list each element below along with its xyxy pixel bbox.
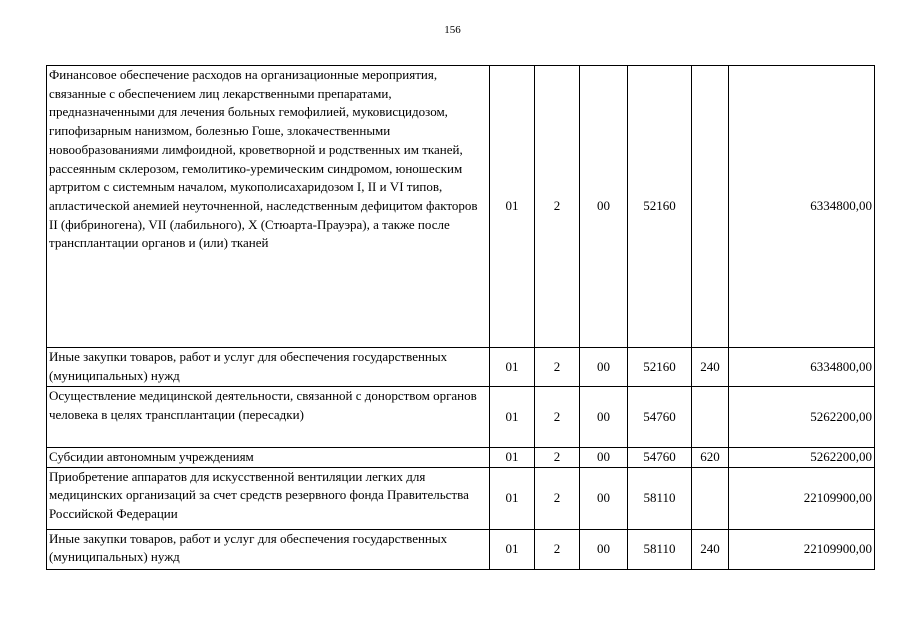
table-row: [47, 529, 875, 569]
code-col-1: 01: [490, 448, 535, 468]
row-name: Иные закупки товаров, работ и услуг для обеспечения государственных (муниципальных) нужд: [47, 348, 490, 387]
code-col-3: 00: [580, 348, 628, 387]
code-col-2: 2: [535, 348, 580, 387]
code-col-1: 01: [490, 66, 535, 348]
row-name: Приобретение аппаратов для искусственной вентиляции легких для медицинских организаций за счет средств резервного фонда Правительства Российской Федерации: [47, 467, 490, 529]
amount-cell: 6334800,00: [729, 348, 875, 387]
code-col-1: 01: [490, 467, 535, 529]
code-col-2: 2: [535, 448, 580, 468]
code-col-5: [692, 66, 729, 348]
code-col-2: 2: [535, 529, 580, 569]
code-col-3: 00: [580, 387, 628, 448]
code-col-4: 58110: [628, 529, 692, 569]
table-row: [47, 448, 875, 468]
code-col-1: 01: [490, 387, 535, 448]
code-col-1: 01: [490, 529, 535, 569]
row-name: Осуществление медицинской деятельности, связанной с донорством органов человека в целях трансплантации (пересадки): [47, 387, 490, 448]
table-row: [47, 66, 875, 348]
amount-cell: 5262200,00: [729, 448, 875, 468]
code-col-5: [692, 387, 729, 448]
page-number: 156: [444, 24, 461, 36]
table-row: [47, 467, 875, 529]
code-col-5: 240: [692, 348, 729, 387]
table-row: [47, 387, 875, 448]
table-row: [47, 348, 875, 387]
code-col-4: 58110: [628, 467, 692, 529]
code-col-4: 54760: [628, 448, 692, 468]
code-col-2: 2: [535, 66, 580, 348]
code-col-5: [692, 467, 729, 529]
code-col-3: 00: [580, 529, 628, 569]
code-col-2: 2: [535, 467, 580, 529]
row-name: Финансовое обеспечение расходов на организационные мероприятия, связанные с обеспечением лиц лекарственными препаратами, предназначенными для лечения больных гемофилией, муковисцидозом, гипофизарным нанизмом, болезнью Гоше, злокачественными новообразованиями лимфоидной, кроветворной и родственных им тканей, рассеянным склерозом, гемолитико-уремическим синдромом, юношеским артритом с системным началом, мукополисахаридозом I, II и VI типов, апластической анемией неуточненной, наследственным дефицитом факторов II (фибриногена), VII (лабильного), X (Стюарта-Прауэра), а также после трансплантации органов и (или) тканей: [47, 66, 490, 348]
code-col-3: 00: [580, 66, 628, 348]
row-name: Иные закупки товаров, работ и услуг для обеспечения государственных (муниципальных) нужд: [47, 529, 490, 569]
code-col-5: 240: [692, 529, 729, 569]
code-col-3: 00: [580, 448, 628, 468]
code-col-5: 620: [692, 448, 729, 468]
code-col-4: 52160: [628, 66, 692, 348]
amount-cell: 6334800,00: [729, 66, 875, 348]
row-name: Субсидии автономным учреждениям: [47, 448, 490, 468]
code-col-1: 01: [490, 348, 535, 387]
budget-table: [46, 65, 875, 570]
code-col-3: 00: [580, 467, 628, 529]
code-col-2: 2: [535, 387, 580, 448]
code-col-4: 52160: [628, 348, 692, 387]
code-col-4: 54760: [628, 387, 692, 448]
amount-cell: 5262200,00: [729, 387, 875, 448]
amount-cell: 22109900,00: [729, 529, 875, 569]
amount-cell: 22109900,00: [729, 467, 875, 529]
